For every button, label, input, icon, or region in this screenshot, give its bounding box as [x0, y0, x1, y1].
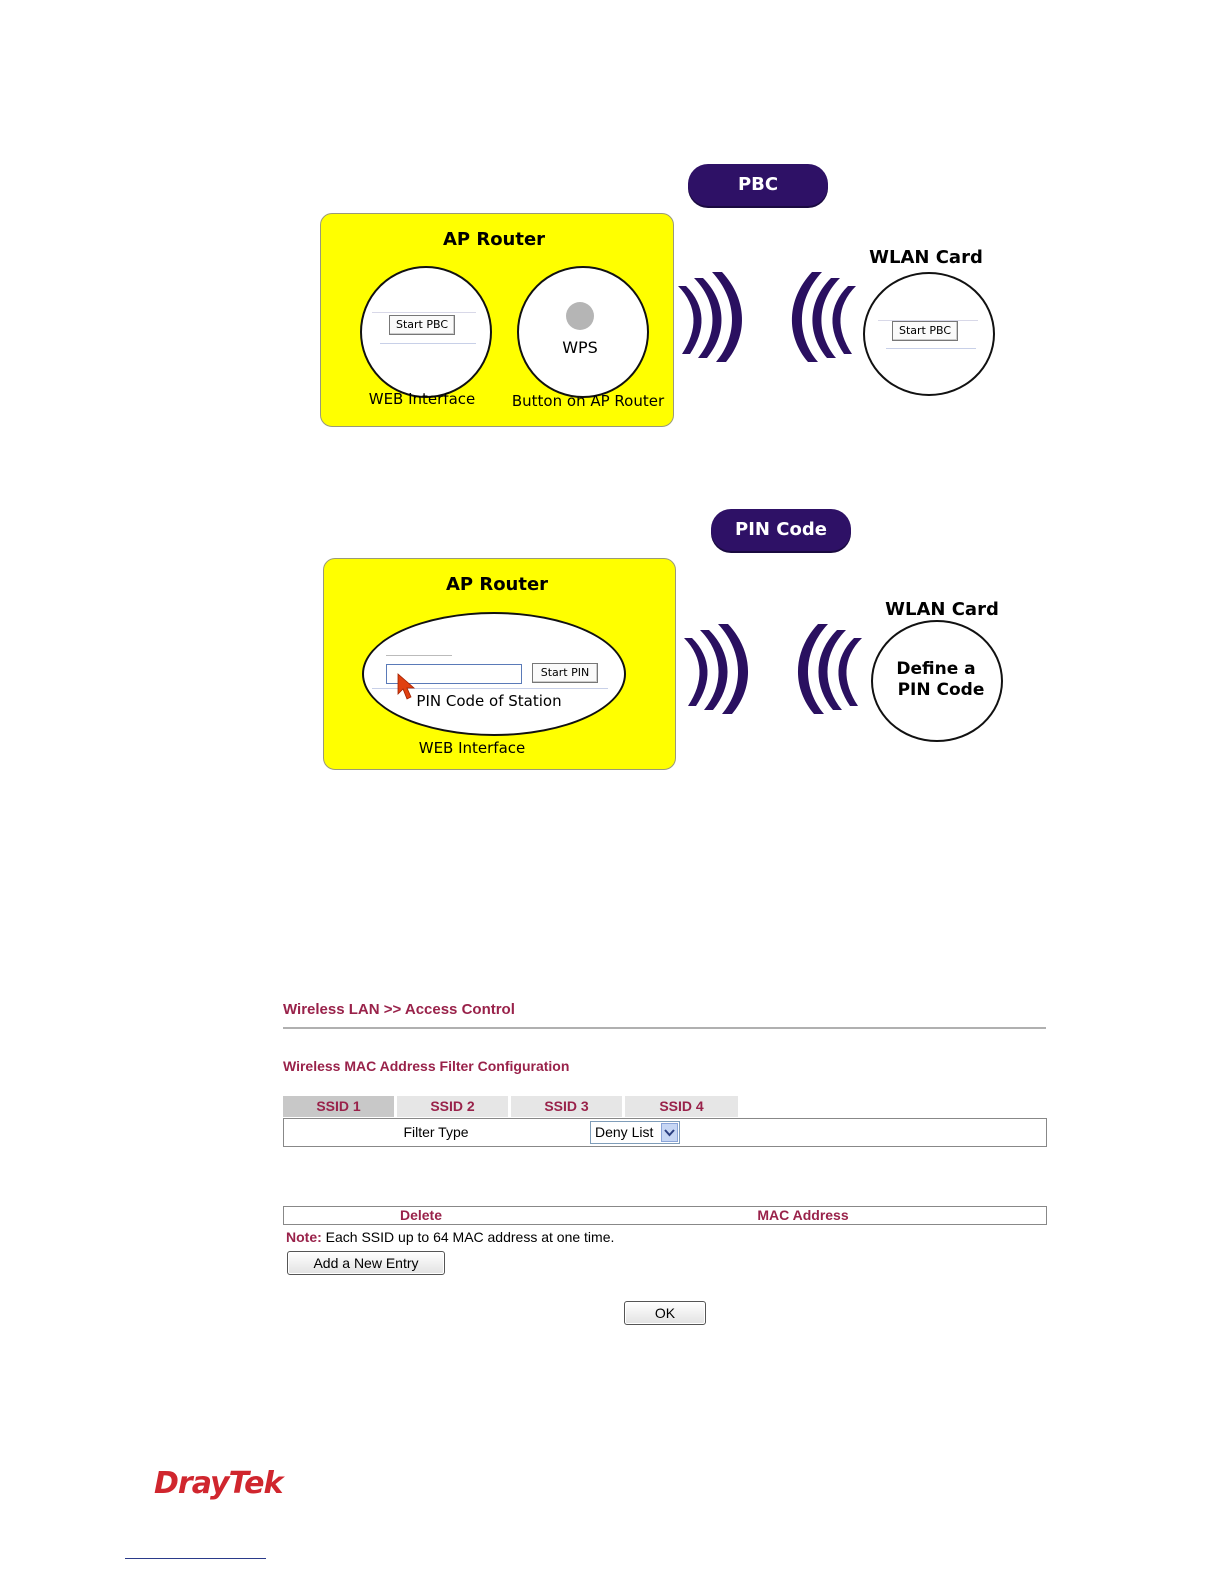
- wps-label: WPS: [562, 338, 598, 357]
- wireless-signal-icon: [782, 270, 862, 365]
- start-pin-button[interactable]: Start PIN: [532, 663, 598, 683]
- decorative-line: [380, 343, 476, 344]
- wireless-signal-icon: [788, 622, 868, 717]
- pbc-wps-button-circle: [517, 266, 649, 398]
- wireless-signal-icon: [672, 270, 752, 365]
- note-label: Note:: [286, 1229, 322, 1245]
- decorative-line: [372, 312, 476, 313]
- note-text: [286, 1229, 614, 1245]
- wlan-card-start-pbc-button[interactable]: Start PBC: [892, 321, 958, 341]
- tab-ssid-1[interactable]: SSID 1: [283, 1096, 394, 1117]
- pbc-wlan-card-title: WLAN Card: [869, 247, 983, 268]
- pin-router-title: AP Router: [445, 574, 549, 595]
- wireless-signal-icon: [678, 622, 758, 717]
- tab-ssid-4[interactable]: SSID 4: [625, 1096, 738, 1117]
- breadcrumb-divider: [283, 1027, 1046, 1029]
- note-body: Each SSID up to 64 MAC address at one time.: [321, 1229, 615, 1245]
- pbc-button-caption: Button on AP Router: [511, 392, 665, 410]
- chevron-down-icon[interactable]: [661, 1123, 678, 1142]
- pin-code-field-caption: PIN Code of Station: [416, 692, 562, 710]
- pbc-web-interface-caption: WEB Interface: [368, 390, 476, 408]
- pin-wlan-card-title: WLAN Card: [885, 599, 999, 620]
- ok-button[interactable]: OK: [624, 1301, 706, 1325]
- section-title: Wireless MAC Address Filter Configuration: [283, 1058, 570, 1074]
- delete-column-header: Delete: [399, 1207, 443, 1223]
- pbc-badge: PBC: [688, 164, 828, 206]
- pin-web-interface-caption: WEB Interface: [418, 739, 526, 757]
- start-pbc-button[interactable]: Start PBC: [389, 315, 455, 335]
- footer-rule: [125, 1558, 266, 1559]
- filter-type-select[interactable]: [590, 1121, 680, 1144]
- decorative-line: [886, 348, 976, 349]
- wps-hardware-button-icon[interactable]: [566, 302, 594, 330]
- define-pin-line1: Define a: [896, 659, 976, 679]
- tab-ssid-3[interactable]: SSID 3: [511, 1096, 622, 1117]
- page-breadcrumb: Wireless LAN >> Access Control: [283, 1001, 515, 1018]
- define-pin-line2: PIN Code: [897, 680, 985, 700]
- filter-type-label: Filter Type: [403, 1124, 469, 1140]
- decorative-line: [386, 655, 452, 656]
- pbc-router-title: AP Router: [442, 229, 546, 250]
- tab-ssid-2[interactable]: SSID 2: [397, 1096, 508, 1117]
- draytek-logo: DrayTek: [154, 1466, 283, 1501]
- mac-address-column-header: MAC Address: [757, 1207, 849, 1223]
- filter-type-value: Deny List: [595, 1124, 654, 1140]
- add-new-entry-button[interactable]: Add a New Entry: [287, 1251, 445, 1275]
- pin-code-badge: PIN Code: [711, 509, 851, 551]
